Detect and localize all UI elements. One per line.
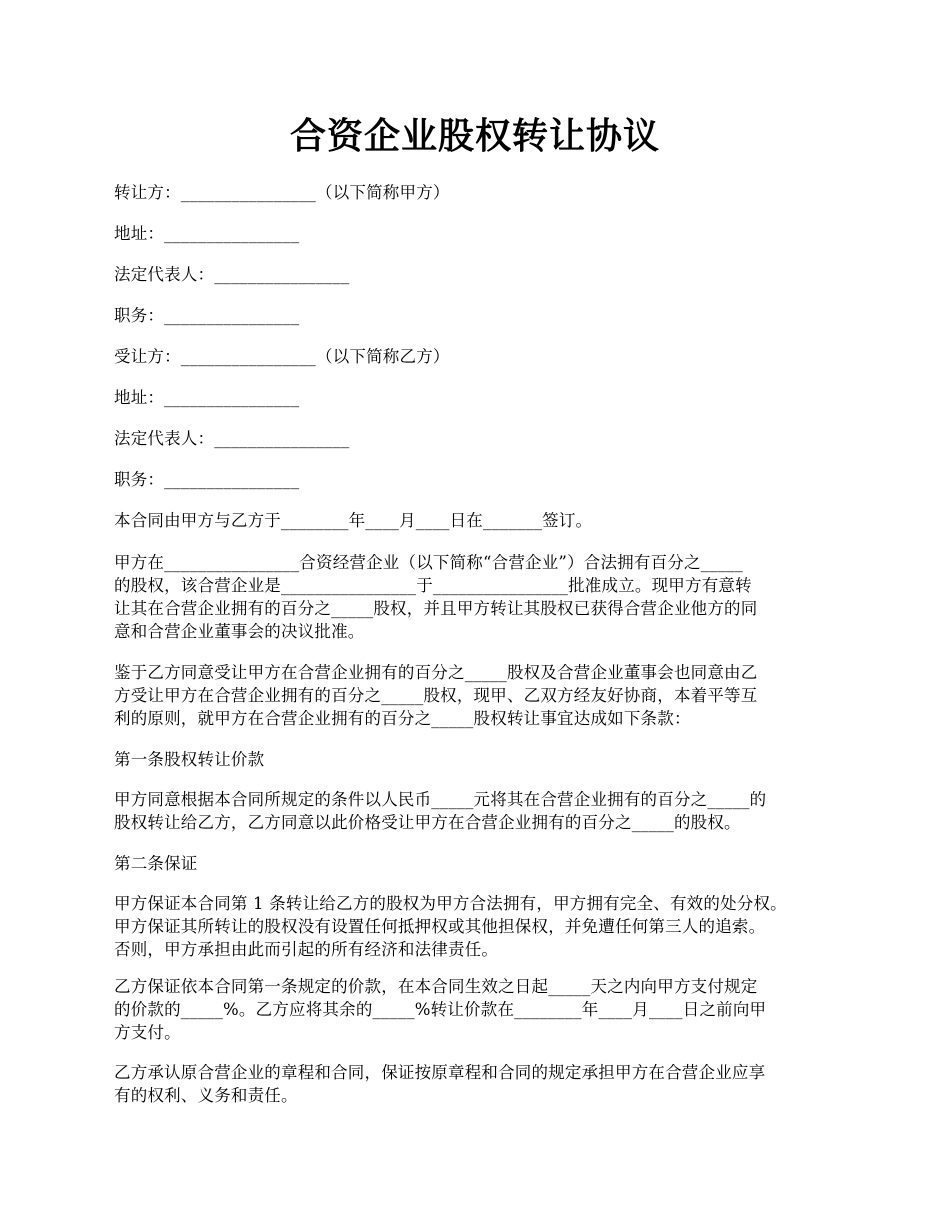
transferor-legal-rep-line: 法定代表人：________________: [114, 265, 350, 284]
transferee-line: 受让方：________________（以下简称乙方）: [114, 347, 450, 366]
transferee-legal-rep-line: 法定代表人：________________: [114, 429, 350, 448]
whereas-paragraph: 鉴于乙方同意受让甲方在合营企业拥有的百分之_____股权及合营企业董事会也同意由乙 方受让甲方在合营企业拥有的百分之_____股权，现甲、乙双方经友好协商，本着平等互 利的原则，就甲方在合营企业拥有的百分之_____股权转让事宜达成如下条款：: [114, 663, 758, 728]
transferee-position-line: 职务：________________: [114, 470, 300, 489]
transferor-address-line: 地址：________________: [114, 224, 300, 243]
document-title: 合资企业股权转让协议: [289, 115, 660, 157]
article-1-body: 甲方同意根据本合同所规定的条件以人民币_____元将其在合营企业拥有的百分之_____的 股权转让给乙方，乙方同意以此价格受让甲方在合营企业拥有的百分之_____的股权。: [114, 790, 767, 832]
background-paragraph: 甲方在________________合资经营企业（以下简称“合营企业”）合法拥有百分之_____ 的股权，该合营企业是________________于________________批准成立。现甲方有意转 让其在合营企业拥有的百分之_____股权，并且甲方转让其股权已获得合营企业他方的同 意和合营企业董事会的决议批准。: [114, 553, 758, 641]
article-2-heading: 第二条保证: [114, 854, 198, 873]
warranty-paragraph-party-b-articles: 乙方承认原合营企业的章程和合同，保证按原章程和合同的规定承担甲方在合营企业应享 有的权利、义务和责任。: [114, 1063, 766, 1105]
transferee-address-line: 地址：________________: [114, 388, 300, 407]
transferor-line: 转让方：________________（以下简称甲方）: [114, 183, 450, 202]
signing-date-line: 本合同由甲方与乙方于________年____月____日在_______签订。: [114, 511, 593, 530]
transferor-position-line: 职务：________________: [114, 306, 300, 325]
warranty-paragraph-party-a: 甲方保证本合同第 1 条转让给乙方的股权为甲方合法拥有，甲方拥有完全、有效的处分权。 甲方保证其所转让的股权没有设置任何抵押权或其他担保权，并免遭任何第三人的追索。 否则，甲方承担由此而引起的所有经济和法律责任。: [114, 894, 787, 959]
article-1-heading: 第一条股权转让价款: [114, 750, 265, 769]
warranty-paragraph-party-b-payment: 乙方保证依本合同第一条规定的价款，在本合同生效之日起_____天之内向甲方支付规定 的价款的_____%。乙方应将其余的_____%转让价款在________年____月____日之前向甲 方支付。: [114, 977, 767, 1042]
